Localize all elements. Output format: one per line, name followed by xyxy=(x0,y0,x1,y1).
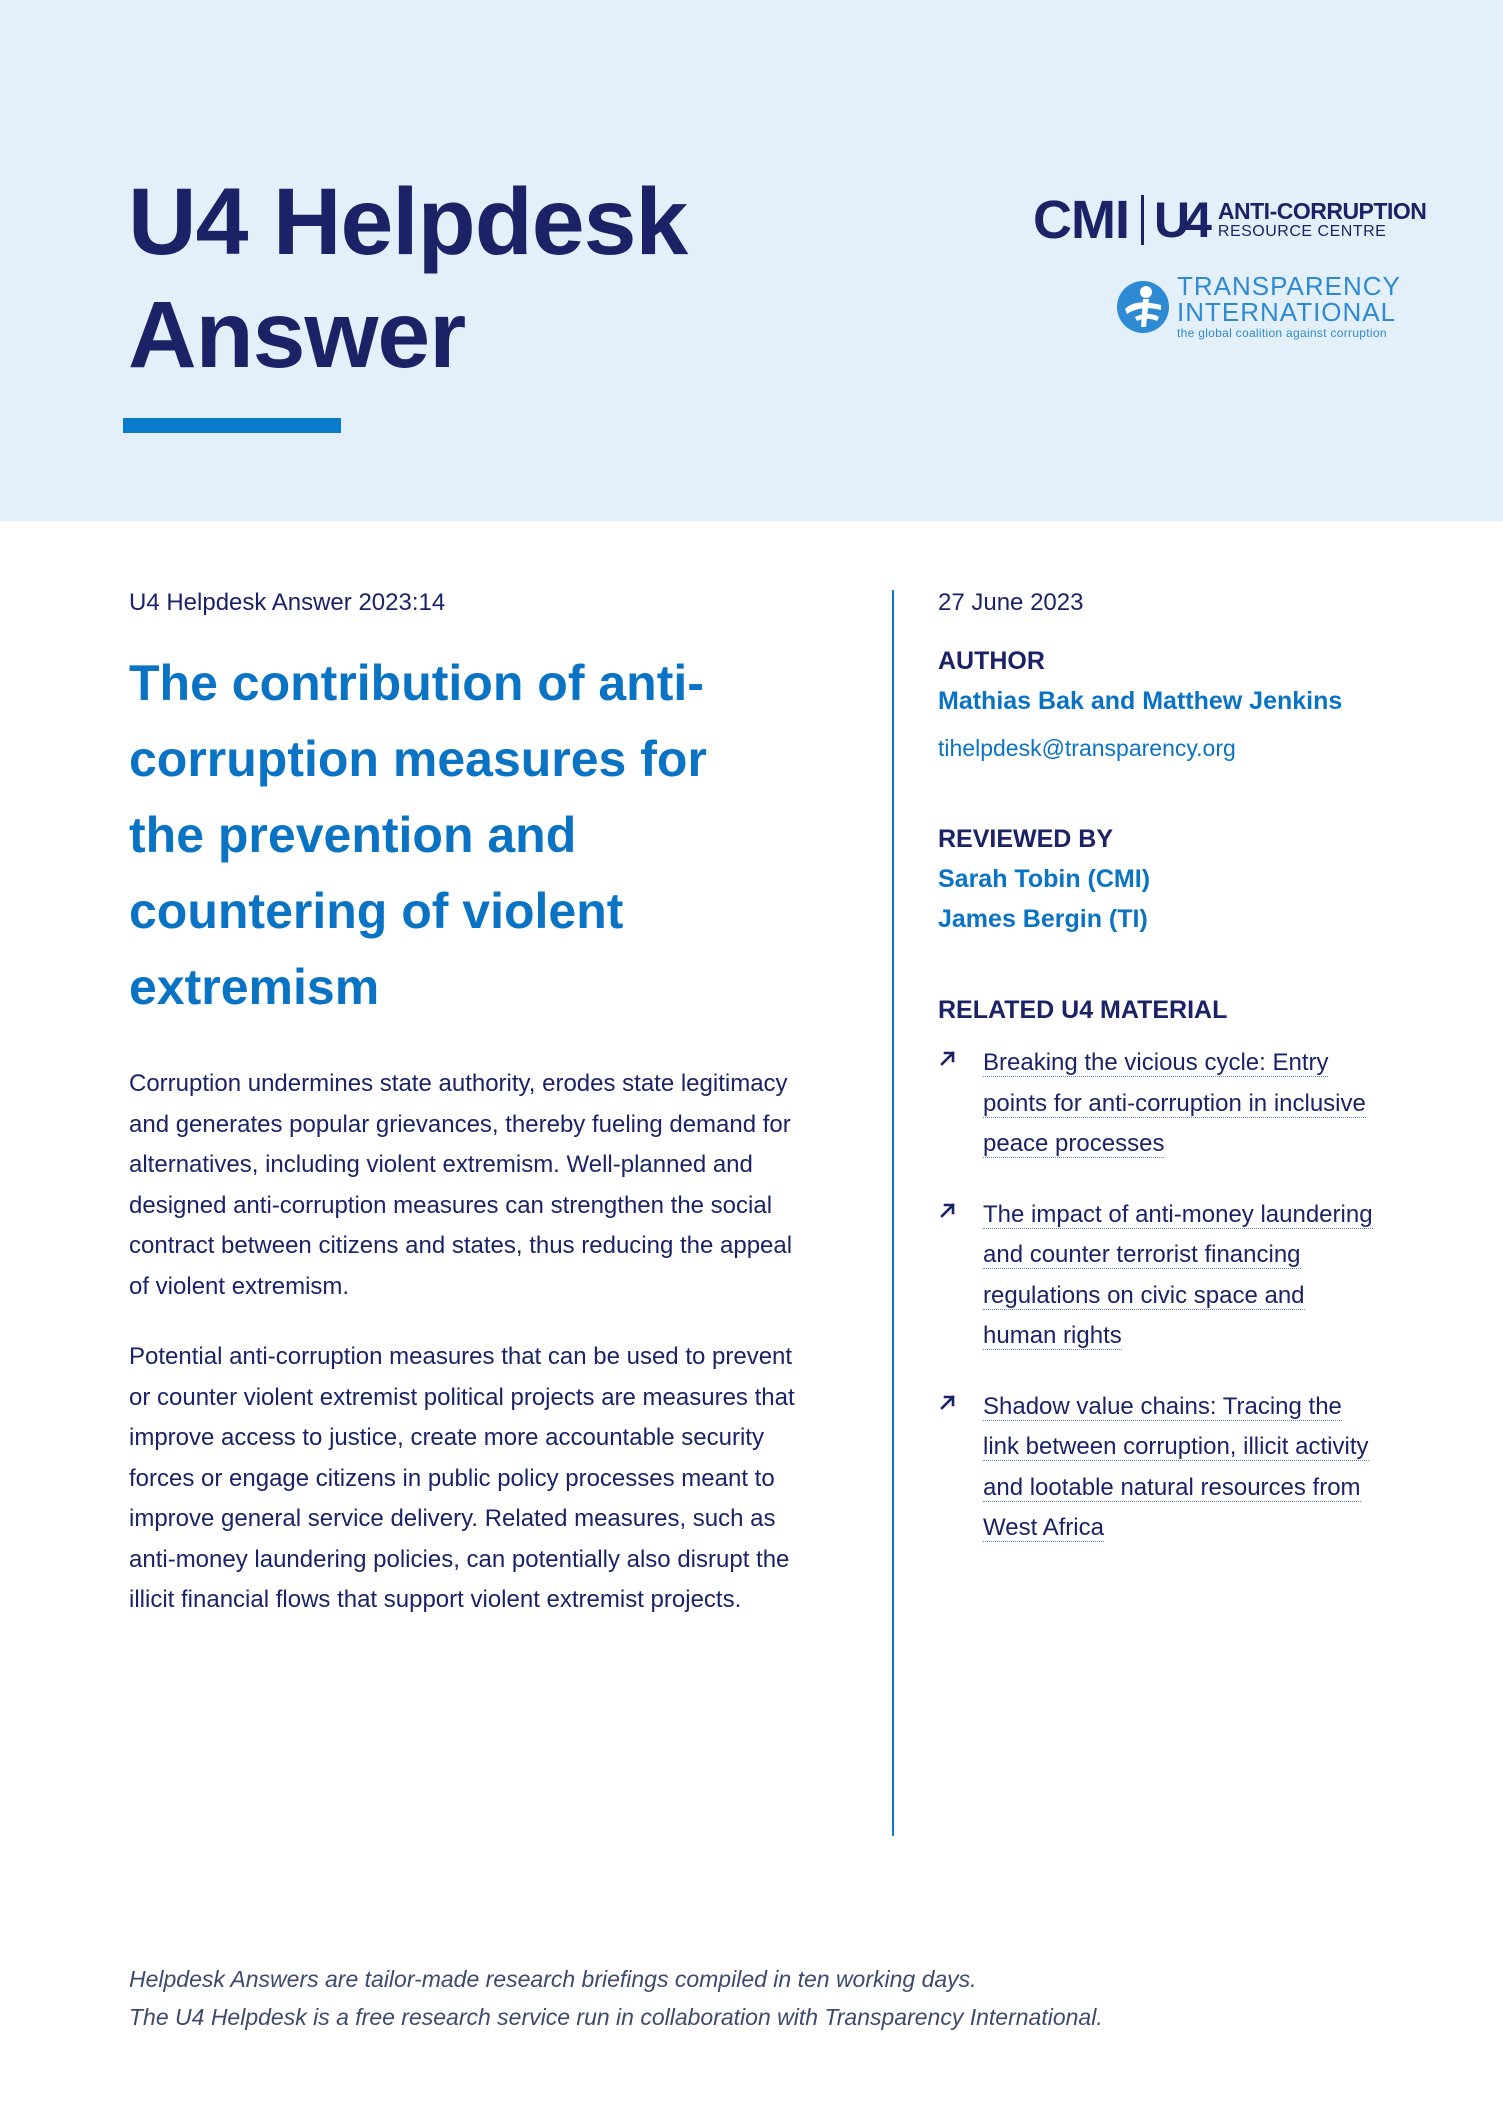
arrow-up-right-icon xyxy=(938,1392,958,1412)
transparency-international-logo xyxy=(1115,273,1401,341)
cover-header xyxy=(0,0,1503,521)
title-line-2: Answer xyxy=(128,282,466,388)
arrow-up-right-icon xyxy=(938,1048,958,1068)
related-link-2[interactable]: The impact of anti-money laundering and counter terrorist financing regulations on civic space and human rights xyxy=(983,1200,1373,1349)
contact-email-link[interactable]: tihelpdesk@transparency.org xyxy=(938,735,1236,761)
footer-line-1: Helpdesk Answers are tailor-made research briefings compiled in ten working days. xyxy=(129,1966,977,1992)
abstract xyxy=(129,1064,809,1651)
ti-globe-icon xyxy=(1115,279,1171,335)
document-title: The contribution of anti-corruption measures for the prevention and countering of violent extremism xyxy=(129,655,707,1015)
abstract-paragraph-2: Potential anti-corruption measures that can be used to prevent or counter violent extremist political projects are measures that improve access to justice, create more accountable security forces or engage citizens in public policy processes meant to improve general service delivery. Related measures, such as anti-money laundering policies, can potentially also disrupt the illicit financial flows that support violent extremist projects. xyxy=(129,1343,795,1613)
footer-line-2: The U4 Helpdesk is a free research service run in collaboration with Transparency International. xyxy=(129,2004,1103,2030)
reviewer-1: Sarah Tobin (CMI) xyxy=(938,865,1151,893)
arrow-up-right-icon xyxy=(938,1200,958,1220)
ti-logo-line-1: TRANSPARENCY xyxy=(1177,271,1401,301)
list-item xyxy=(938,1043,1378,1165)
author-names: Mathias Bak and Matthew Jenkins xyxy=(938,687,1343,715)
ti-logo-words xyxy=(1177,273,1401,341)
u4-logo-mark: U4 xyxy=(1153,192,1206,248)
u4-logo-line-1: ANTI-CORRUPTION xyxy=(1217,198,1427,224)
cmi-u4-logo xyxy=(1033,190,1426,250)
footer-note xyxy=(129,1960,1103,2036)
reviewed-by-label: REVIEWED BY xyxy=(938,825,1114,853)
ti-logo-line-2: INTERNATIONAL xyxy=(1177,297,1397,327)
ti-logo-tagline: the global coalition against corruption xyxy=(1177,326,1387,340)
related-link-1[interactable]: Breaking the vicious cycle: Entry points for anti-corruption in inclusive peace processes xyxy=(983,1049,1366,1157)
related-link-3[interactable]: Shadow value chains: Tracing the link between corruption, illicit activity and lootable natural resources from West Africa xyxy=(983,1392,1369,1541)
related-material-list xyxy=(938,1043,1378,1579)
reviewer-2: James Bergin (TI) xyxy=(938,905,1148,933)
list-item xyxy=(938,1195,1378,1357)
logo-divider xyxy=(1141,195,1144,245)
column-divider xyxy=(892,590,894,1836)
cmi-logo-text: CMI xyxy=(1033,190,1129,250)
list-item xyxy=(938,1387,1378,1549)
related-material-label: RELATED U4 MATERIAL xyxy=(938,996,1228,1024)
author-label: AUTHOR xyxy=(938,647,1045,675)
publication-type-title xyxy=(128,166,687,392)
title-underline xyxy=(123,418,341,433)
publication-date: 27 June 2023 xyxy=(938,589,1084,616)
u4-logo-words xyxy=(1218,199,1426,241)
title-line-1: U4 Helpdesk xyxy=(128,169,688,275)
u4-logo-line-2: RESOURCE CENTRE xyxy=(1217,223,1387,240)
abstract-paragraph-1: Corruption undermines state authority, erodes state legitimacy and generates popular grievances, thereby fueling demand for alternatives, including violent extremism. Well-planned and designed anti-corruption measures can strengthen the social contract between citizens and states, thus reducing the appeal of violent extremism. xyxy=(129,1070,793,1300)
series-number: U4 Helpdesk Answer 2023:14 xyxy=(129,589,446,616)
